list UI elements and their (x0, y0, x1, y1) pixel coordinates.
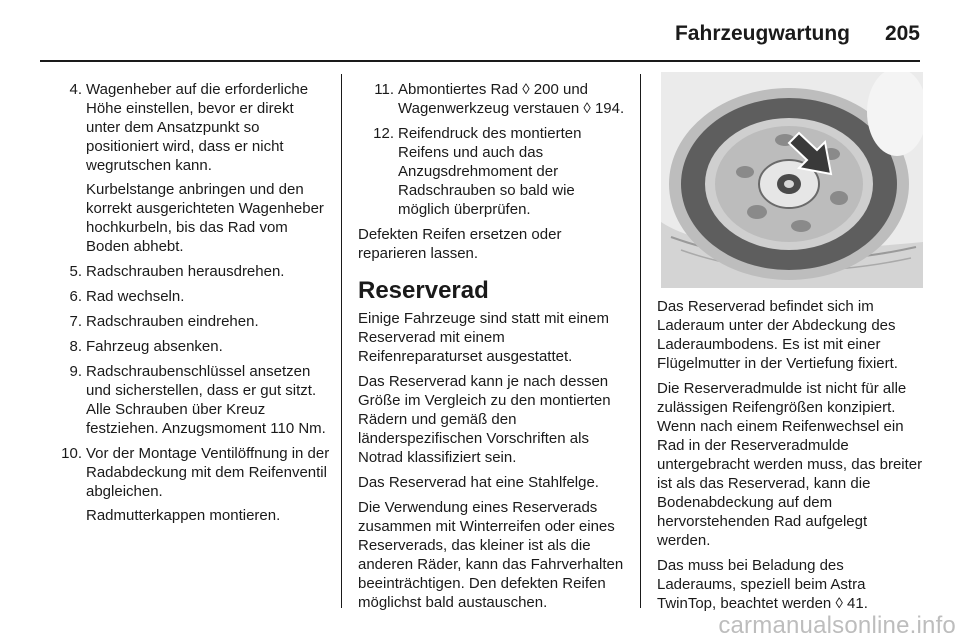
header-rule (40, 60, 920, 62)
step-number: 6. (69, 288, 82, 305)
watermark: carmanualsonline.info (718, 612, 956, 639)
left-column (46, 80, 330, 531)
step-text: Fahrzeug absenken. (86, 338, 223, 355)
step-number: 8. (69, 338, 82, 355)
step-item (46, 262, 330, 281)
column-divider-right (640, 74, 641, 608)
step-item (46, 80, 330, 256)
step-text: Radschrauben herausdrehen. (86, 263, 285, 280)
step-item (358, 124, 626, 219)
paragraph: Das muss bei Beladung des Laderaums, speziell beim Astra TwinTop, beachtet werden ◊ 41. (657, 557, 868, 612)
step-number: 12. (373, 125, 394, 142)
repair-note: Defekten Reifen ersetzen oder reparieren lassen. (358, 226, 562, 262)
step-number: 10. (61, 445, 82, 462)
spare-wheel-illustration (661, 72, 923, 288)
step-text: Wagenheber auf die erforderliche Höhe einstellen, bevor er direkt unter dem Ansatzpunkt so positioniert wird, dass er nicht wegrutschen kann. (86, 81, 309, 174)
paragraph: Die Reserveradmulde ist nicht für alle zulässigen Reifengrößen konzipiert. Wenn nach einem Reifenwechsel ein Rad in der Reserveradmulde untergebracht werden muss, das breiter ist als das Reserverad, kann die Bodenabdeckung auf dem hervorstehenden Rad aufgelegt werden. (657, 380, 923, 549)
step-item (46, 312, 330, 331)
paragraph: Die Verwendung eines Reserverads zusammen mit Winterreifen oder eines Reserverads, das kleiner ist als die anderen Räder, kann das Fahrverhalten beeinträchtigen. Den defekten Reifen möglichst bald austauschen. (358, 499, 624, 611)
column-divider-left (341, 74, 342, 608)
step-number: 5. (69, 263, 82, 280)
step-number: 9. (69, 363, 82, 380)
paragraph: Das Reserverad hat eine Stahlfelge. (358, 474, 599, 491)
step-text: Radschraubenschlüssel ansetzen und sicherstellen, dass er gut sitzt. Alle Schrauben über Kreuz festziehen. Anzugsmoment 110 Nm. (86, 363, 326, 437)
step-text: Rad wechseln. (86, 288, 185, 305)
step-item (46, 362, 330, 438)
page-header (40, 16, 920, 60)
step-item (46, 444, 330, 525)
step-text: Abmontiertes Rad ◊ 200 und Wagenwerkzeug verstauen ◊ 194. (398, 81, 625, 117)
section-heading: Reserverad (358, 277, 489, 304)
step-item (358, 80, 626, 118)
step-text: Vor der Montage Ventilöffnung in der Radabdeckung mit dem Reifenventil abgleichen. (86, 445, 330, 500)
step-number: 4. (69, 81, 82, 98)
step-text: Radschrauben eindrehen. (86, 313, 259, 330)
middle-column (358, 80, 626, 618)
step-number: 7. (69, 313, 82, 330)
spare-wheel-drawing (661, 72, 923, 288)
paragraph: Das Reserverad kann je nach dessen Größe im Vergleich zu den montierten Rädern und gemäß den länderspezifischen Vorschriften als Notrad klassifiziert sein. (358, 373, 611, 466)
step-item (46, 337, 330, 356)
paragraph: Einige Fahrzeuge sind statt mit einem Reserverad mit einem Reifenreparaturset ausgestattet. (358, 310, 609, 365)
page-number: 205 (884, 22, 920, 45)
step-subtext: Kurbelstange anbringen und den korrekt ausgerichteten Wagenheber hochkurbeln, bis das Rad vom Boden abhebt. (86, 181, 324, 255)
step-item (46, 287, 330, 306)
step-subtext: Radmutterkappen montieren. (86, 507, 281, 524)
step-number: 11. (374, 81, 394, 98)
chapter-title: Fahrzeugwartung (674, 22, 850, 45)
paragraph: Das Reserverad befindet sich im Laderaum unter der Abdeckung des Laderaumbodens. Es ist mit einer Flügelmutter in der Vertiefung fixiert. (657, 298, 898, 372)
right-column (657, 297, 923, 619)
step-text: Reifendruck des montierten Reifens und auch das Anzugsdrehmoment der Radschrauben so bald wie möglich überprüfen. (398, 125, 582, 218)
